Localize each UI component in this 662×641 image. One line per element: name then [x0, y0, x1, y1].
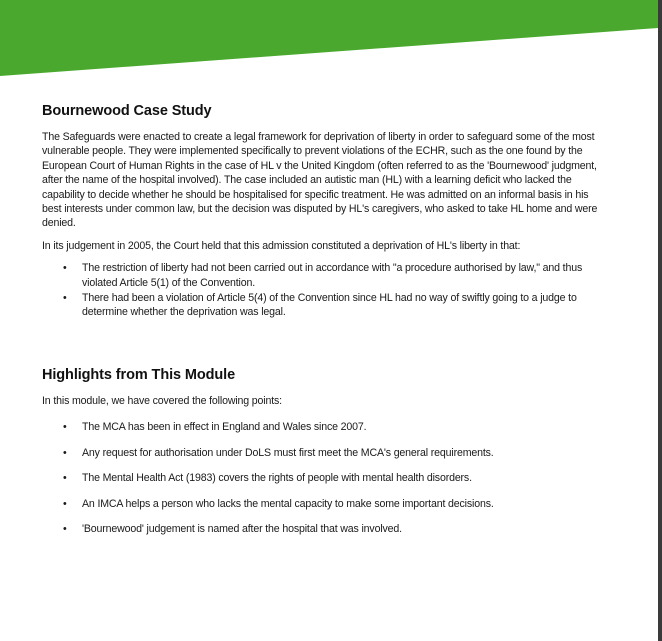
list-item — [42, 291, 602, 320]
case-study-section — [42, 103, 602, 320]
list-item-text: An IMCA helps a person who lacks the mental capacity to make some important decisions. — [82, 497, 494, 510]
highlights-intro: In this module, we have covered the following points: — [42, 394, 282, 407]
green-header-banner — [0, 0, 658, 80]
list-item-text: There had been a violation of Article 5(4) of the Convention since HL had no way of swiftly going to a judge to determine whether the deprivation was legal. — [82, 292, 577, 319]
list-item — [42, 446, 602, 460]
case-study-heading: Bournewood Case Study — [42, 103, 212, 119]
bullet-icon: • — [63, 292, 67, 305]
bullet-icon: • — [63, 522, 67, 535]
bullet-icon: • — [63, 472, 67, 485]
case-study-bullet-list — [42, 261, 602, 320]
case-study-paragraph-2: In its judgement in 2005, the Court held that this admission constituted a deprivation of HL's liberty in that: — [42, 239, 521, 252]
bullet-icon: • — [63, 421, 67, 434]
bullet-icon: • — [63, 262, 67, 275]
list-item — [42, 261, 602, 290]
list-item — [42, 420, 602, 434]
case-study-paragraph-1: The Safeguards were enacted to create a legal framework for deprivation of liberty in order to safeguard some of the most vulnerable people. They were implemented specifically to prevent violations of the ECHR, such as the one found by the European Court of Human Rights in the case of HL v the United Kingdom (often referred to as the 'Bournewood' judgment, after the name of the hospital involved). The case included an autistic man (HL) with a learning deficit who lacked the capability to decide whether he should be hospitalised for specific treatment. He was admitted on an informal basis in his best interests under common law, but the decision was disputed by HL's caregivers, who asked to take HL home and were denied. — [42, 131, 598, 230]
highlights-section — [42, 367, 602, 536]
list-item-text: The Mental Health Act (1983) covers the rights of people with mental health disorders. — [82, 472, 472, 485]
bullet-icon: • — [63, 497, 67, 510]
list-item-text: Any request for authorisation under DoLS must first meet the MCA's general requirements. — [82, 446, 494, 459]
list-item — [42, 522, 602, 536]
page-edge-scrollbar — [658, 0, 662, 641]
list-item — [42, 497, 602, 511]
highlights-heading: Highlights from This Module — [42, 366, 236, 383]
list-item-text: The restriction of liberty had not been carried out in accordance with "a procedure authorised by law," and thus violated Article 5(1) of the Convention. — [82, 262, 583, 289]
green-banner-shape — [0, 0, 658, 76]
bullet-icon: • — [63, 446, 67, 459]
highlights-bullet-list — [42, 420, 602, 536]
list-item-text: 'Bournewood' judgement is named after the hospital that was involved. — [82, 522, 402, 535]
list-item-text: The MCA has been in effect in England and Wales since 2007. — [82, 421, 367, 434]
list-item — [42, 471, 602, 485]
document-content — [42, 103, 602, 547]
